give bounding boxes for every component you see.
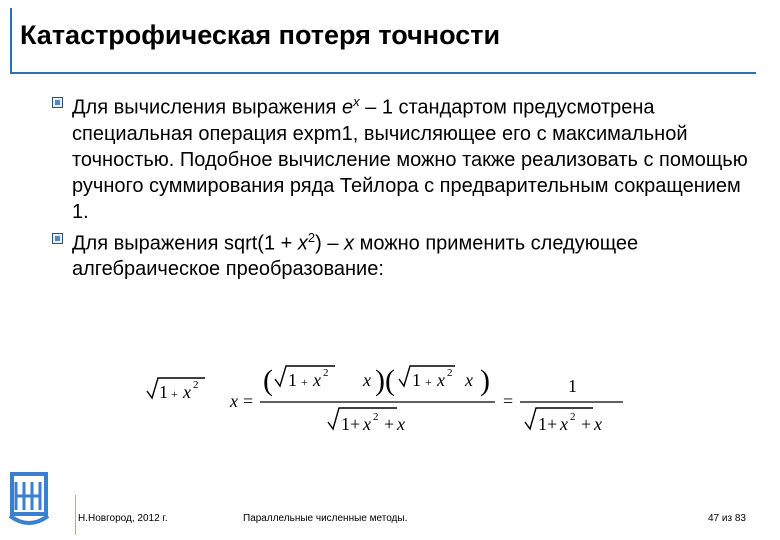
footer-divider — [75, 495, 76, 535]
math-x: x — [353, 94, 360, 109]
svg-text:x: x — [560, 414, 568, 434]
bullet-item-2 — [52, 225, 752, 283]
bullet-text: можно применить следующее алгебраическое преобразование: — [72, 232, 639, 281]
svg-text:2: 2 — [373, 411, 379, 423]
svg-text:2: 2 — [570, 411, 576, 423]
bullet-text: ) – — [315, 232, 345, 255]
svg-text:1: 1 — [159, 382, 168, 402]
checkbox-bullet-icon — [52, 97, 63, 108]
svg-text:x: x — [594, 414, 602, 434]
svg-text:x: x — [313, 370, 321, 390]
svg-text:=: = — [243, 391, 254, 411]
svg-text:+: + — [384, 414, 395, 434]
math-exponent: 2 — [307, 229, 316, 245]
svg-text:1+: 1+ — [341, 414, 361, 434]
svg-text:+: + — [171, 387, 178, 401]
svg-text:x: x — [465, 370, 473, 390]
svg-text:+: + — [301, 375, 308, 389]
bullet-text: Для выражения sqrt(1 + — [72, 232, 298, 255]
page-title: Катастрофическая потеря точности — [20, 20, 501, 50]
svg-text:(: ( — [263, 364, 273, 397]
math-x: x — [344, 232, 355, 255]
svg-text:1: 1 — [412, 370, 421, 390]
svg-text:+: + — [425, 375, 432, 389]
bullet-item-1 — [52, 89, 752, 225]
svg-text:1+: 1+ — [538, 414, 558, 434]
svg-text:x: x — [363, 414, 371, 434]
checkbox-bullet-icon — [52, 233, 63, 244]
math-x: x — [297, 232, 308, 255]
svg-text:2: 2 — [193, 379, 199, 391]
svg-text:1: 1 — [568, 376, 577, 396]
formula-image — [135, 350, 635, 450]
svg-text:2: 2 — [323, 367, 329, 379]
svg-text:x: x — [397, 414, 405, 434]
svg-text:x: x — [363, 370, 371, 390]
footer-city: Н.Новгород, 2012 г. — [78, 513, 168, 524]
university-logo — [6, 468, 52, 530]
math-e: e — [341, 96, 354, 119]
slide-content — [52, 89, 752, 282]
svg-text:1: 1 — [288, 370, 297, 390]
svg-text:)(: )( — [375, 364, 395, 397]
page-number: 47 из 83 — [708, 513, 746, 524]
bullet-text: – 1 стандартом предусмотрена специальная операция expm1, вычисляющее его с максимальной точностью. Подобное вычисление можно также реализовать с помощью ручного суммирования ряда Тейлора с предварительным сокращением 1. — [72, 96, 748, 223]
footer-course: Параллельные численные методы. — [243, 513, 408, 524]
svg-text:x: x — [183, 382, 191, 402]
svg-text:x: x — [230, 391, 238, 411]
svg-text:2: 2 — [447, 367, 453, 379]
svg-text:x: x — [437, 370, 445, 390]
svg-text:+: + — [581, 414, 592, 434]
svg-text:=: = — [503, 391, 514, 411]
bullet-text: Для вычисления выражения — [72, 96, 342, 119]
svg-text:): ) — [480, 364, 490, 397]
